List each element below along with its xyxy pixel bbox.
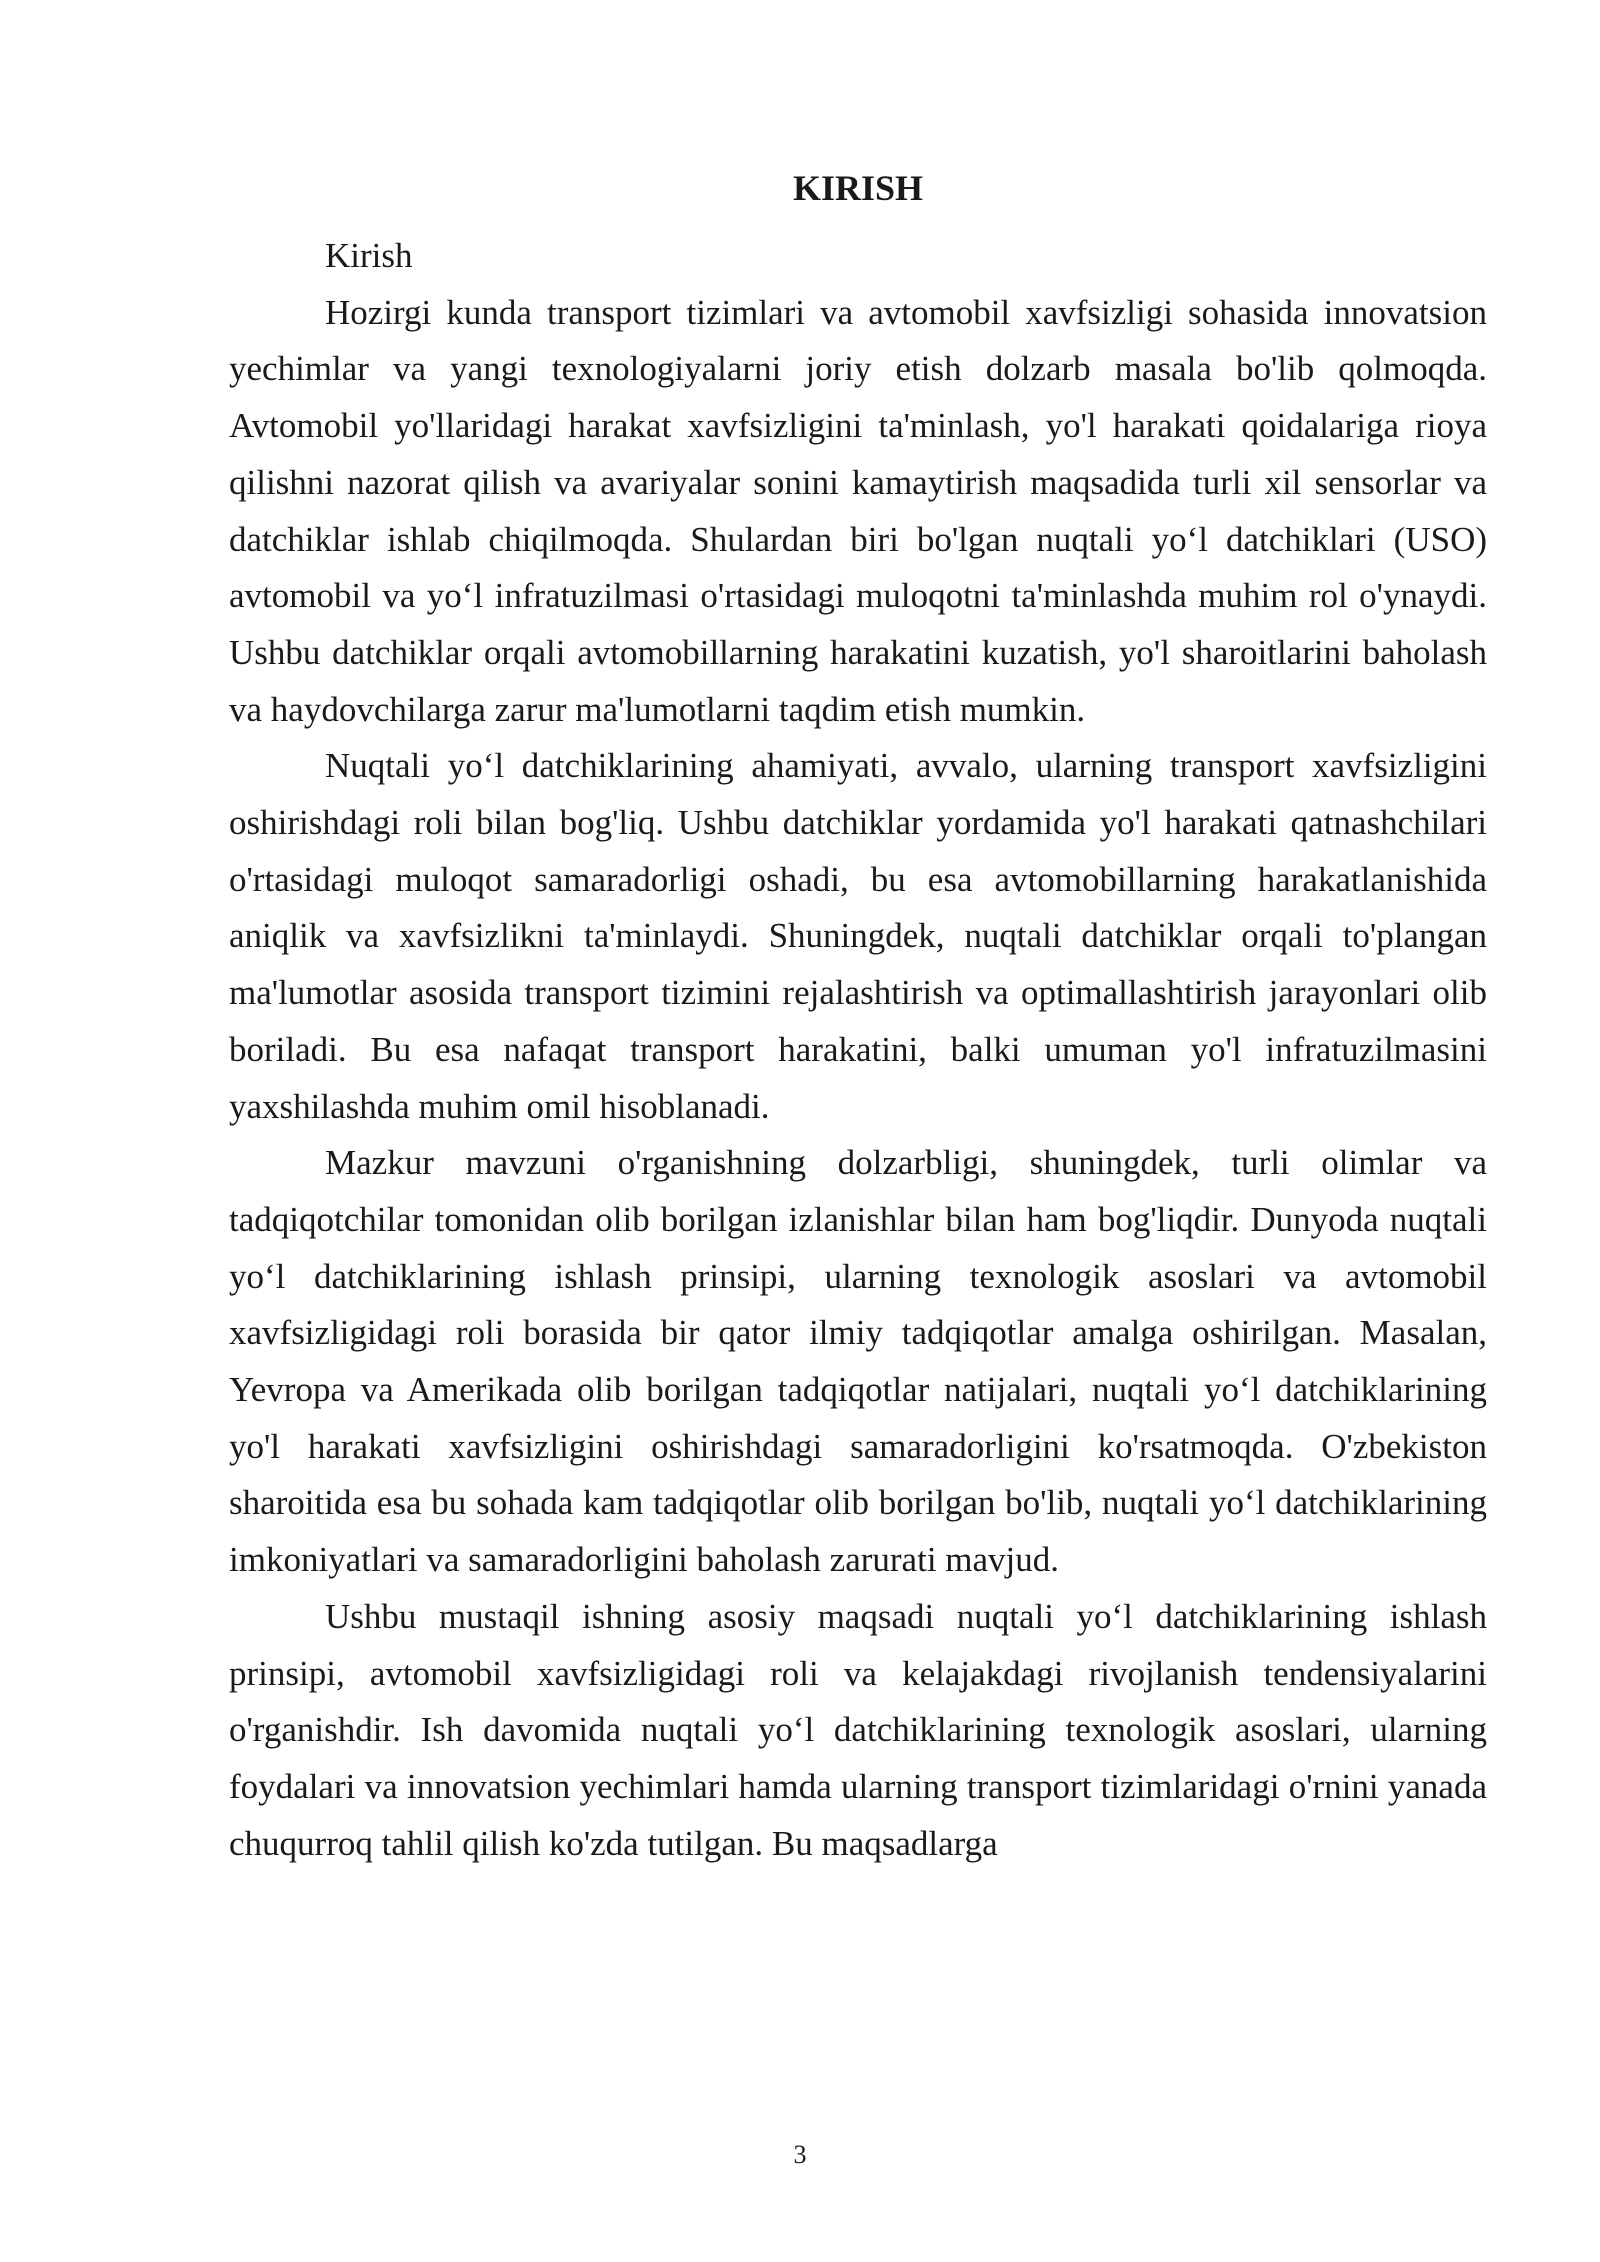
section-heading: KIRISH — [792, 168, 924, 208]
paragraph-4: Ushbu mustaqil ishning asosiy maqsadi nuqtali yo‘l datchiklarining ishlash prinsipi, avtomobil xavfsizligidagi roli va kelajakdagi rivojlanish tendensiyalarini o'rganishdir. Ish davomida nuqtali yo‘l datchiklarining texnologik asoslari, ularning foydalari va innovatsion yechimlari hamda ularning transport tizimlaridagi o'rnini yanada chuqurroq tahlil qilish ko'zda tutilgan. Bu maqsadlarga — [229, 1596, 1487, 1863]
paragraph-1: Hozirgi kunda transport tizimlari va avtomobil xavfsizligi sohasida innovatsion yechimlar va yangi texnologiyalarni joriy etish dolzarb masala bo'lib qolmoqda. Avtomobil yo'llaridagi harakat xavfsizligini ta'minlash, yo'l harakati qoidalariga rioya qilishni nazorat qilish va avariyalar sonini kamaytirish maqsadida turli xil sensorlar va datchiklar ishlab chiqilmoqda. Shulardan biri bo'lgan nuqtali yo‘l datchiklari (USO) avtomobil va yo‘l infratuzilmasi o'rtasidagi muloqotni ta'minlashda muhim rol o'ynaydi. Ushbu datchiklar orqali avtomobillarning harakatini kuzatish, yo'l sharoitlarini baholash va haydovchilarga zarur ma'lumotlarni taqdim etish mumkin. — [229, 292, 1487, 729]
subheading: Kirish — [325, 236, 413, 275]
paragraph-2: Nuqtali yo‘l datchiklarining ahamiyati, avvalo, ularning transport xavfsizligini oshirishdagi roli bilan bog'liq. Ushbu datchiklar yordamida yo'l harakati qatnashchilari o'rtasidagi muloqot samaradorligi oshadi, bu esa avtomobillarning harakatlanishida aniqlik va xavfsizlikni ta'minlaydi. Shuningdek, nuqtali datchiklar orqali to'plangan ma'lumotlar asosida transport tizimini rejalashtirish va optimallashtirish jarayonlari olib boriladi. Bu esa nafaqat transport harakatini, balki umuman yo'l infratuzilmasini yaxshilashda muhim omil hisoblanadi. — [229, 746, 1487, 1126]
page-content — [229, 160, 1487, 1872]
page-number: 3 — [793, 2140, 807, 2169]
paragraph-3: Mazkur mavzuni o'rganishning dolzarbligi, shuningdek, turli olimlar va tadqiqotchilar tomonidan olib borilgan izlanishlar bilan ham bog'liqdir. Dunyoda nuqtali yo‘l datchiklarining ishlash prinsipi, ularning texnologik asoslari va avtomobil xavfsizligidagi roli borasida bir qator ilmiy tadqiqotlar amalga oshirilgan. Masalan, Yevropa va Amerikada olib borilgan tadqiqotlar natijalari, nuqtali yo‘l datchiklarining yo'l harakati xavfsizligini oshirishdagi samaradorligini ko'rsatmoqda. O'zbekiston sharoitida esa bu sohada kam tadqiqotlar olib borilgan bo'lib, nuqtali yo‘l datchiklarining imkoniyatlari va samaradorligini baholash zarurati mavjud. — [229, 1143, 1487, 1580]
